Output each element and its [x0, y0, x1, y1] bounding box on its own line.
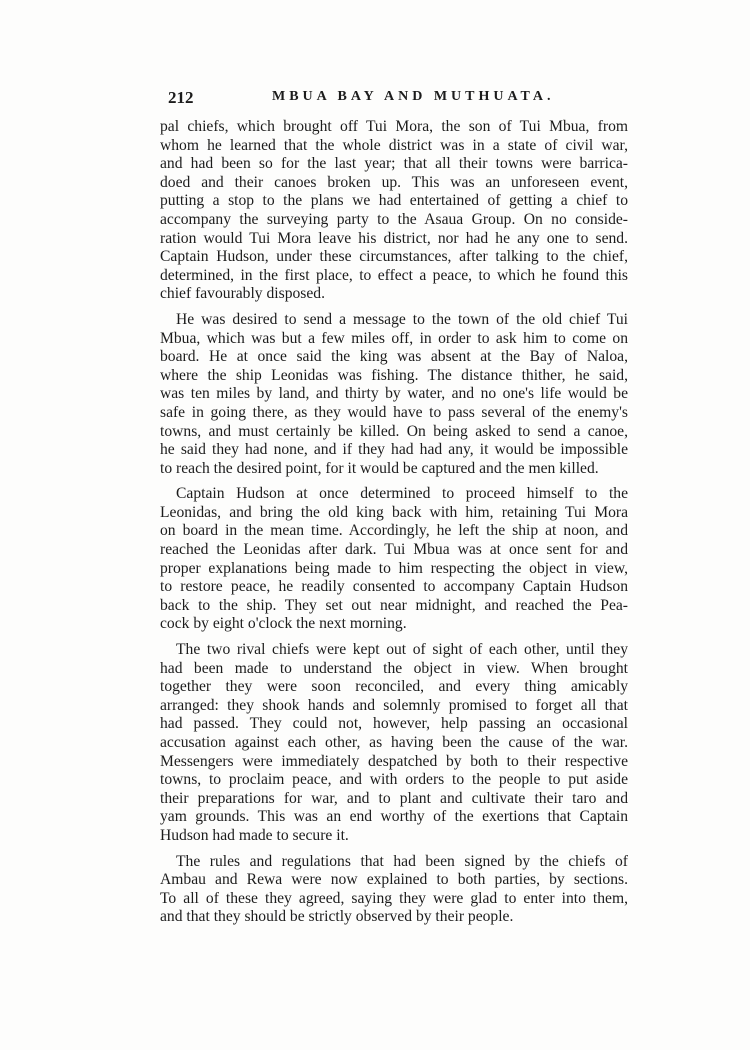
text-line: pal chiefs, which brought off Tui Mora, the son of Tui Mbua, from: [160, 118, 628, 135]
text-line: where the ship Leonidas was fishing. The distance thither, he said,: [160, 366, 628, 384]
text-line: and that they should be strictly observed by their people.: [160, 908, 514, 926]
page-body: [160, 118, 628, 927]
text-line: board. He at once said the king was absent at the Bay of Naloa,: [160, 348, 628, 366]
text-line: Captain Hudson, under these circumstances, after talking to the chief,: [160, 248, 628, 266]
paragraph: [160, 118, 628, 304]
text-line: had passed. They could not, however, help passing an occasional: [160, 715, 628, 733]
text-line: back to the ship. They set out near midnight, and reached the Pea-: [160, 596, 628, 614]
text-line: accusation against each other, as having been the cause of the war.: [160, 734, 628, 751]
text-line: Ambau and Rewa were now explained to both parties, by sections.: [160, 871, 628, 889]
text-line: their preparations for war, and to plant and cultivate their taro and: [160, 789, 628, 807]
text-line: doed and their canoes broken up. This was an unforeseen event,: [160, 173, 628, 191]
text-line: Leonidas, and bring the old king back with him, retaining Tui Mora: [160, 503, 628, 521]
page-number: 212: [168, 88, 194, 107]
text-line: Hudson had made to secure it.: [160, 826, 349, 844]
paragraph: [160, 485, 628, 634]
text-line: cock by eight o'clock the next morning.: [160, 615, 407, 633]
text-line: putting a stop to the plans we had entertained of getting a chief to: [160, 192, 628, 210]
text-line: chief favourably disposed.: [160, 285, 325, 303]
text-line: yam grounds. This was an end worthy of the exertions that Captain: [160, 808, 628, 826]
text-line: Messengers were immediately despatched by both to their respective: [160, 752, 628, 770]
text-line: whom he learned that the whole district was in a state of civil war,: [160, 136, 628, 154]
text-line: had been made to understand the object in view. When brought: [160, 659, 628, 677]
text-line: proper explanations being made to him respecting the object in view,: [160, 559, 628, 577]
text-line: The rules and regulations that had been signed by the chiefs of: [176, 852, 628, 870]
paragraph: [160, 311, 628, 478]
running-head: MBUA BAY AND MUTHUATA.: [272, 89, 555, 104]
text-line: accompany the surveying party to the Asaua Group. On no conside-: [160, 210, 628, 228]
text-line: He was desired to send a message to the town of the old chief Tui: [176, 310, 628, 328]
text-line: arranged: they shook hands and solemnly promised to forget all that: [160, 696, 628, 714]
text-line: Mbua, which was but a few miles off, in order to ask him to come on: [160, 329, 628, 347]
text-line: To all of these they agreed, saying they were glad to enter into them,: [160, 889, 628, 907]
text-line: safe in going there, as they would have to pass several of the enemy's: [160, 403, 628, 421]
text-line: reached the Leonidas after dark. Tui Mbua was at once sent for and: [160, 541, 628, 559]
text-line: towns, to proclaim peace, and with orders to the people to put aside: [160, 771, 628, 789]
text-line: determined, in the first place, to effect a peace, to which he found this: [160, 266, 628, 284]
text-line: and had been so for the last year; that all their towns were barrica-: [160, 155, 628, 173]
text-line: Captain Hudson at once determined to proceed himself to the: [176, 485, 628, 503]
text-line: The two rival chiefs were kept out of sight of each other, until they: [176, 641, 628, 659]
text-line: towns, and must certainly be killed. On being asked to send a canoe,: [160, 422, 628, 440]
text-line: on board in the mean time. Accordingly, he left the ship at noon, and: [160, 522, 628, 540]
page-header: [168, 88, 628, 114]
paragraph: [160, 853, 628, 927]
text-line: together they were soon reconciled, and every thing amicably: [160, 678, 628, 696]
text-line: was ten miles by land, and thirty by water, and no one's life would be: [160, 385, 628, 403]
text-line: ration would Tui Mora leave his district, nor had he any one to send.: [160, 229, 628, 247]
paragraph: [160, 641, 628, 846]
text-line: he said they had none, and if they had had any, it would be impossible: [160, 441, 628, 459]
text-line: to restore peace, he readily consented to accompany Captain Hudson: [160, 578, 628, 596]
text-line: to reach the desired point, for it would be captured and the men killed.: [160, 459, 599, 477]
